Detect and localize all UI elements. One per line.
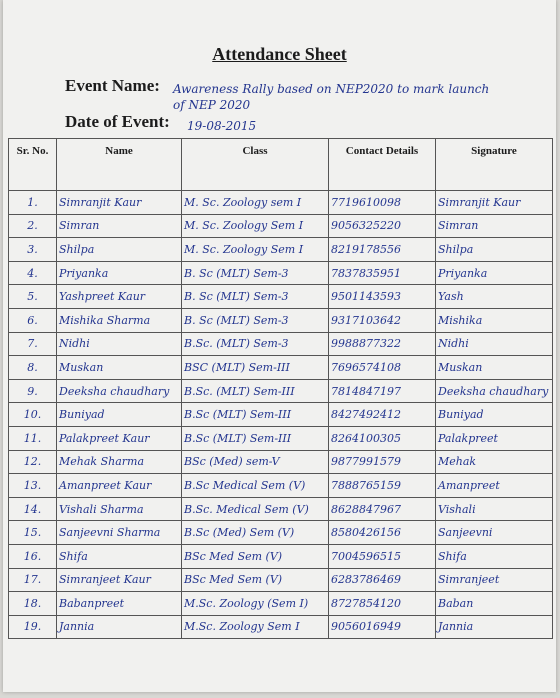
header-contact: Contact Details bbox=[329, 139, 436, 191]
name-cell: Vishali Sharma bbox=[57, 497, 182, 521]
sr-cell: 11. bbox=[9, 426, 57, 450]
table-row bbox=[9, 379, 553, 403]
table-header-row bbox=[9, 139, 553, 191]
contact-cell: 7719610098 bbox=[329, 191, 436, 215]
table-row bbox=[9, 238, 553, 262]
class-cell: B.Sc. (MLT) Sem-III bbox=[182, 379, 329, 403]
contact-cell: 9988877322 bbox=[329, 332, 436, 356]
class-cell: B.Sc (MLT) Sem-III bbox=[182, 403, 329, 427]
signature-cell: Palakpreet bbox=[436, 426, 553, 450]
sr-cell: 1. bbox=[9, 191, 57, 215]
table-row bbox=[9, 261, 553, 285]
contact-cell: 9056016949 bbox=[329, 615, 436, 639]
header-sr-no: Sr. No. bbox=[9, 139, 57, 191]
sr-cell: 12. bbox=[9, 450, 57, 474]
table-row bbox=[9, 497, 553, 521]
contact-cell: 8264100305 bbox=[329, 426, 436, 450]
contact-cell: 8219178556 bbox=[329, 238, 436, 262]
table-row bbox=[9, 285, 553, 309]
class-cell: B. Sc (MLT) Sem-3 bbox=[182, 261, 329, 285]
name-cell: Muskan bbox=[57, 356, 182, 380]
contact-cell: 9317103642 bbox=[329, 308, 436, 332]
class-cell: B.Sc. Medical Sem (V) bbox=[182, 497, 329, 521]
contact-cell: 7837835951 bbox=[329, 261, 436, 285]
name-cell: Shifa bbox=[57, 544, 182, 568]
sr-cell: 8. bbox=[9, 356, 57, 380]
signature-cell: Simran bbox=[436, 214, 553, 238]
table-row bbox=[9, 426, 553, 450]
name-cell: Mishika Sharma bbox=[57, 308, 182, 332]
header-class: Class bbox=[182, 139, 329, 191]
contact-cell: 7004596515 bbox=[329, 544, 436, 568]
contact-cell: 8628847967 bbox=[329, 497, 436, 521]
class-cell: B.Sc (MLT) Sem-III bbox=[182, 426, 329, 450]
contact-cell: 8427492412 bbox=[329, 403, 436, 427]
header-signature: Signature bbox=[436, 139, 553, 191]
sr-cell: 16. bbox=[9, 544, 57, 568]
class-cell: BSC (MLT) Sem-III bbox=[182, 356, 329, 380]
event-name-line2: of NEP 2020 bbox=[173, 98, 251, 112]
sheet-title: Attendance Sheet bbox=[212, 44, 347, 64]
table-row bbox=[9, 356, 553, 380]
sr-cell: 14. bbox=[9, 497, 57, 521]
contact-cell: 6283786469 bbox=[329, 568, 436, 592]
event-date-value: 19-08-2015 bbox=[187, 119, 257, 133]
sr-cell: 13. bbox=[9, 474, 57, 498]
table-row bbox=[9, 521, 553, 545]
contact-cell: 7814847197 bbox=[329, 379, 436, 403]
signature-cell: Shilpa bbox=[436, 238, 553, 262]
sr-cell: 10. bbox=[9, 403, 57, 427]
name-cell: Sanjeevni Sharma bbox=[57, 521, 182, 545]
class-cell: BSc (Med) sem-V bbox=[182, 450, 329, 474]
sr-cell: 3. bbox=[9, 238, 57, 262]
name-cell: Shilpa bbox=[57, 238, 182, 262]
sr-cell: 17. bbox=[9, 568, 57, 592]
class-cell: B.Sc (Med) Sem (V) bbox=[182, 521, 329, 545]
signature-cell: Sanjeevni bbox=[436, 521, 553, 545]
name-cell: Simranjeet Kaur bbox=[57, 568, 182, 592]
signature-cell: Deeksha chaudhary bbox=[436, 379, 553, 403]
contact-cell: 8580426156 bbox=[329, 521, 436, 545]
signature-cell: Nidhi bbox=[436, 332, 553, 356]
class-cell: M. Sc. Zoology Sem I bbox=[182, 238, 329, 262]
class-cell: BSc Med Sem (V) bbox=[182, 568, 329, 592]
class-cell: M.Sc. Zoology Sem I bbox=[182, 615, 329, 639]
name-cell: Palakpreet Kaur bbox=[57, 426, 182, 450]
class-cell: M.Sc. Zoology (Sem I) bbox=[182, 592, 329, 616]
class-cell: B. Sc (MLT) Sem-3 bbox=[182, 308, 329, 332]
table-row bbox=[9, 191, 553, 215]
sr-cell: 2. bbox=[9, 214, 57, 238]
signature-cell: Jannia bbox=[436, 615, 553, 639]
table-row bbox=[9, 308, 553, 332]
name-cell: Babanpreet bbox=[57, 592, 182, 616]
class-cell: M. Sc. Zoology Sem I bbox=[182, 214, 329, 238]
event-name-line1: Awareness Rally based on NEP2020 to mark launch bbox=[173, 82, 490, 96]
sr-cell: 7. bbox=[9, 332, 57, 356]
table-row bbox=[9, 403, 553, 427]
contact-cell: 8727854120 bbox=[329, 592, 436, 616]
name-cell: Buniyad bbox=[57, 403, 182, 427]
contact-cell: 9501143593 bbox=[329, 285, 436, 309]
table-row bbox=[9, 592, 553, 616]
signature-cell: Simranjeet bbox=[436, 568, 553, 592]
signature-cell: Baban bbox=[436, 592, 553, 616]
table-row bbox=[9, 615, 553, 639]
attendance-sheet bbox=[3, 0, 556, 692]
name-cell: Simranjit Kaur bbox=[57, 191, 182, 215]
signature-cell: Yash bbox=[436, 285, 553, 309]
signature-cell: Mehak bbox=[436, 450, 553, 474]
header-name: Name bbox=[57, 139, 182, 191]
sr-cell: 15. bbox=[9, 521, 57, 545]
contact-cell: 9877991579 bbox=[329, 450, 436, 474]
attendance-table bbox=[8, 138, 553, 639]
table-row bbox=[9, 214, 553, 238]
event-name-label: Event Name: bbox=[65, 76, 160, 95]
table-row bbox=[9, 450, 553, 474]
name-cell: Yashpreet Kaur bbox=[57, 285, 182, 309]
table-row bbox=[9, 544, 553, 568]
signature-cell: Priyanka bbox=[436, 261, 553, 285]
sr-cell: 4. bbox=[9, 261, 57, 285]
sr-cell: 19. bbox=[9, 615, 57, 639]
signature-cell: Vishali bbox=[436, 497, 553, 521]
sr-cell: 5. bbox=[9, 285, 57, 309]
name-cell: Deeksha chaudhary bbox=[57, 379, 182, 403]
contact-cell: 7888765159 bbox=[329, 474, 436, 498]
table-row bbox=[9, 332, 553, 356]
name-cell: Amanpreet Kaur bbox=[57, 474, 182, 498]
name-cell: Jannia bbox=[57, 615, 182, 639]
name-cell: Simran bbox=[57, 214, 182, 238]
event-date-label: Date of Event: bbox=[65, 112, 170, 131]
name-cell: Nidhi bbox=[57, 332, 182, 356]
class-cell: B.Sc Medical Sem (V) bbox=[182, 474, 329, 498]
signature-cell: Mishika bbox=[436, 308, 553, 332]
sr-cell: 6. bbox=[9, 308, 57, 332]
class-cell: M. Sc. Zoology sem I bbox=[182, 191, 329, 215]
sr-cell: 9. bbox=[9, 379, 57, 403]
signature-cell: Buniyad bbox=[436, 403, 553, 427]
class-cell: B. Sc (MLT) Sem-3 bbox=[182, 285, 329, 309]
signature-cell: Amanpreet bbox=[436, 474, 553, 498]
class-cell: B.Sc. (MLT) Sem-3 bbox=[182, 332, 329, 356]
name-cell: Mehak Sharma bbox=[57, 450, 182, 474]
sr-cell: 18. bbox=[9, 592, 57, 616]
contact-cell: 7696574108 bbox=[329, 356, 436, 380]
signature-cell: Simranjit Kaur bbox=[436, 191, 553, 215]
table-row bbox=[9, 568, 553, 592]
name-cell: Priyanka bbox=[57, 261, 182, 285]
table-row bbox=[9, 474, 553, 498]
signature-cell: Shifa bbox=[436, 544, 553, 568]
class-cell: BSc Med Sem (V) bbox=[182, 544, 329, 568]
contact-cell: 9056325220 bbox=[329, 214, 436, 238]
signature-cell: Muskan bbox=[436, 356, 553, 380]
